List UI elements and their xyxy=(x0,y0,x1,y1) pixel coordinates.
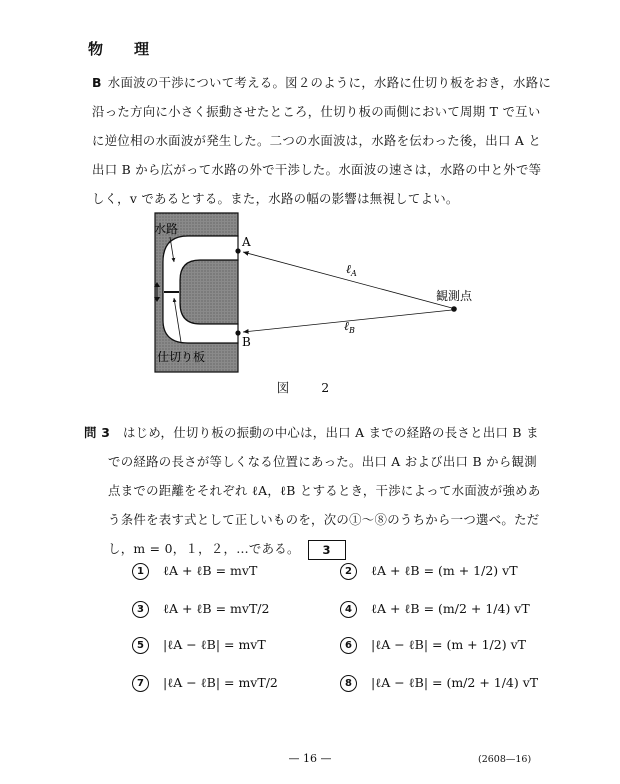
question-line-1: 問 3 はじめ，仕切り板の振動の中心は，出口 A までの経路の長さと出口 B ま xyxy=(84,425,539,440)
exam-code: (2608—16) xyxy=(478,754,532,765)
partition-label: 仕切り板 xyxy=(157,350,206,364)
answer-box: 3 xyxy=(308,540,346,560)
la-label: ℓ$_A$ xyxy=(346,262,357,278)
question-label: 問 3 xyxy=(84,425,111,440)
section-b-line-4: 出口 B から広がって水路の外で干渉した。水面波の速さは，水路の中と外で等 xyxy=(92,162,542,177)
choice-2 xyxy=(340,556,518,586)
choice-expression: ℓA + ℓB = (m + 1/2) vT xyxy=(371,563,518,578)
choice-number: 2 xyxy=(340,563,357,580)
question-line-3: 点までの距離をそれぞれ ℓA，ℓB とするとき，干渉によって水面波が強めあ xyxy=(108,483,541,498)
section-b-line-3: に逆位相の水面波が発生した。二つの水面波は，水路を伝わった後，出口 A と xyxy=(92,133,542,148)
question-line-5: し，m = 0，１，２，…である。 3 xyxy=(108,534,538,563)
choice-number: 1 xyxy=(132,563,149,580)
choice-number: 6 xyxy=(340,637,357,654)
exit-a-label: A xyxy=(242,235,251,249)
choice-6 xyxy=(340,630,526,660)
page-number: — 16 — xyxy=(288,752,332,765)
exit-b-label: B xyxy=(242,335,251,349)
question-line-2: での経路の長さが等しくなる位置にあった。出口 A および出口 B から観測 xyxy=(108,454,537,469)
choice-expression: |ℓA − ℓB| = (m + 1/2) vT xyxy=(371,637,526,652)
choice-number: 7 xyxy=(132,675,149,692)
exit-a-dot xyxy=(235,248,240,253)
section-letter: B xyxy=(92,75,102,90)
choice-5 xyxy=(132,630,266,660)
choice-expression: ℓA + ℓB = (m/2 + 1/4) vT xyxy=(371,601,530,616)
choice-number: 8 xyxy=(340,675,357,692)
choice-4 xyxy=(340,594,530,624)
subject-title: 物 理 xyxy=(88,40,158,58)
observer-label: 観測点 xyxy=(436,289,473,303)
choice-expression: ℓA + ℓB = mvT xyxy=(163,563,258,578)
choice-number: 5 xyxy=(132,637,149,654)
observer-dot xyxy=(451,306,457,312)
section-b-line-1: B 水面波の干渉について考える。図２のように，水路に仕切り板をおき，水路に xyxy=(92,75,552,90)
question-3-text xyxy=(84,418,541,563)
question-line-4: う条件を表す式として正しいものを，次の①～⑧のうちから一つ選べ。ただ xyxy=(108,512,540,527)
section-b-line-2: 沿った方向に小さく振動させたところ，仕切り板の両側において周期 T で互い xyxy=(92,104,541,119)
choice-8 xyxy=(340,668,538,698)
waterway-label: 水路 xyxy=(154,222,179,236)
path-la-line xyxy=(243,252,452,308)
choice-number: 4 xyxy=(340,601,357,618)
figure-caption: 図 2 xyxy=(276,380,344,395)
choice-expression: |ℓA − ℓB| = (m/2 + 1/4) vT xyxy=(371,675,539,690)
choice-expression: |ℓA − ℓB| = mvT xyxy=(163,637,266,652)
choice-7 xyxy=(132,668,278,698)
choice-expression: |ℓA − ℓB| = mvT/2 xyxy=(163,675,278,690)
lb-label: ℓ$_B$ xyxy=(344,319,355,335)
choice-number: 3 xyxy=(132,601,149,618)
choice-1 xyxy=(132,556,257,586)
section-b-line-5: しく，v であるとする。また，水路の幅の影響は無視してよい。 xyxy=(92,191,459,206)
exit-b-dot xyxy=(235,330,240,335)
choice-3 xyxy=(132,594,269,624)
choice-expression: ℓA + ℓB = mvT/2 xyxy=(163,601,270,616)
